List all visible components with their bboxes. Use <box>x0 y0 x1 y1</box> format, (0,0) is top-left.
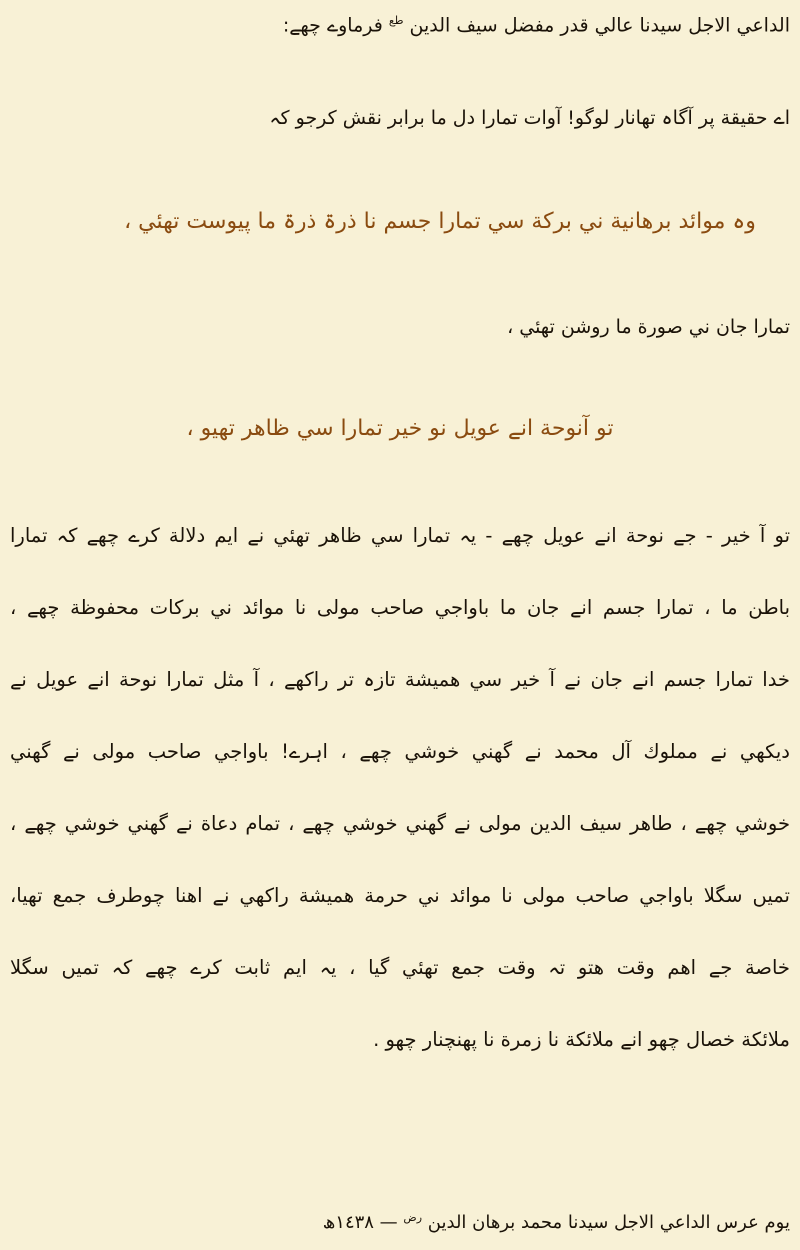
footer-honorific: رض <box>403 1211 423 1224</box>
paragraph-line: تميں سگلا باواجي صاحب مولى نا موائد ني حرمة هميشة راکھي نے اھنا چوطرف جمع تھيا، <box>10 884 790 907</box>
header-honorific: طع <box>388 14 404 27</box>
paragraph-line: تو آ خير - جے نوحة انے عويل چھے - يہ تمارا سي ظاھر تھئي نے ايم دلالة کرے چھے کہ تمارا <box>10 524 790 547</box>
header-intro: الداعي الاجل سيدنا عالي قدر مفضل سيف الدين <box>409 14 790 37</box>
line-highlight-1: وہ موائد برھانية ني برکة سي تمارا جسم نا ذرۃ ذرۃ ما پيوست تھئي ، <box>124 209 756 234</box>
line-address: اے حقيقة پر آگاہ تھانار لوگو! آوات تمارا دل ما برابر نقش کرجو کہ <box>269 107 790 129</box>
paragraph-line: ملائکة خصال چھو انے ملائکة نا زمرة نا پھنچنار چھو . <box>373 1028 790 1051</box>
line-soul: تمارا جان ني صورة ما روشن تھئي ، <box>507 316 790 338</box>
line-highlight-2: تو آنوحة انے عويل نو خير تمارا سي ظاھر تھيو ، <box>186 416 614 441</box>
paragraph-line: خدا تمارا جسم انے جان نے آ خير سي هميشة تازہ تر راکھے ، آ مثل تمارا نوحة انے عويل نے <box>10 668 790 691</box>
paragraph-line: باطن ما ، تمارا جسم انے جان ما باواجي صاحب مولى نا موائد ني برکات محفوظة چھے ، <box>10 596 790 619</box>
header-line <box>10 6 790 40</box>
footer-date <box>10 1203 790 1238</box>
footer-date-prefix: يوم عرس الداعي الاجل سيدنا محمد برهان الدين <box>427 1212 790 1233</box>
paragraph-line: ديکھي نے مملوك آل محمد نے گھني خوشي چھے ، اہرے! باواجي صاحب مولى نے گھني <box>10 740 790 763</box>
paragraph-line: خوشي چھے ، طاھر سيف الدين مولى نے گھني خوشي چھے ، تمام دعاة نے گھني خوشي چھے ، <box>10 812 790 835</box>
footer-year: — ١٤٣٨ھ <box>322 1212 398 1233</box>
paragraph-line: خاصة جے اهم وقت هتو تہ وقت جمع تھئي گيا ، يہ ايم ثابت کرے چھے کہ تميں سگلا <box>10 956 790 979</box>
header-says: فرماوے چھے: <box>282 14 383 37</box>
main-paragraph <box>10 521 790 1097</box>
